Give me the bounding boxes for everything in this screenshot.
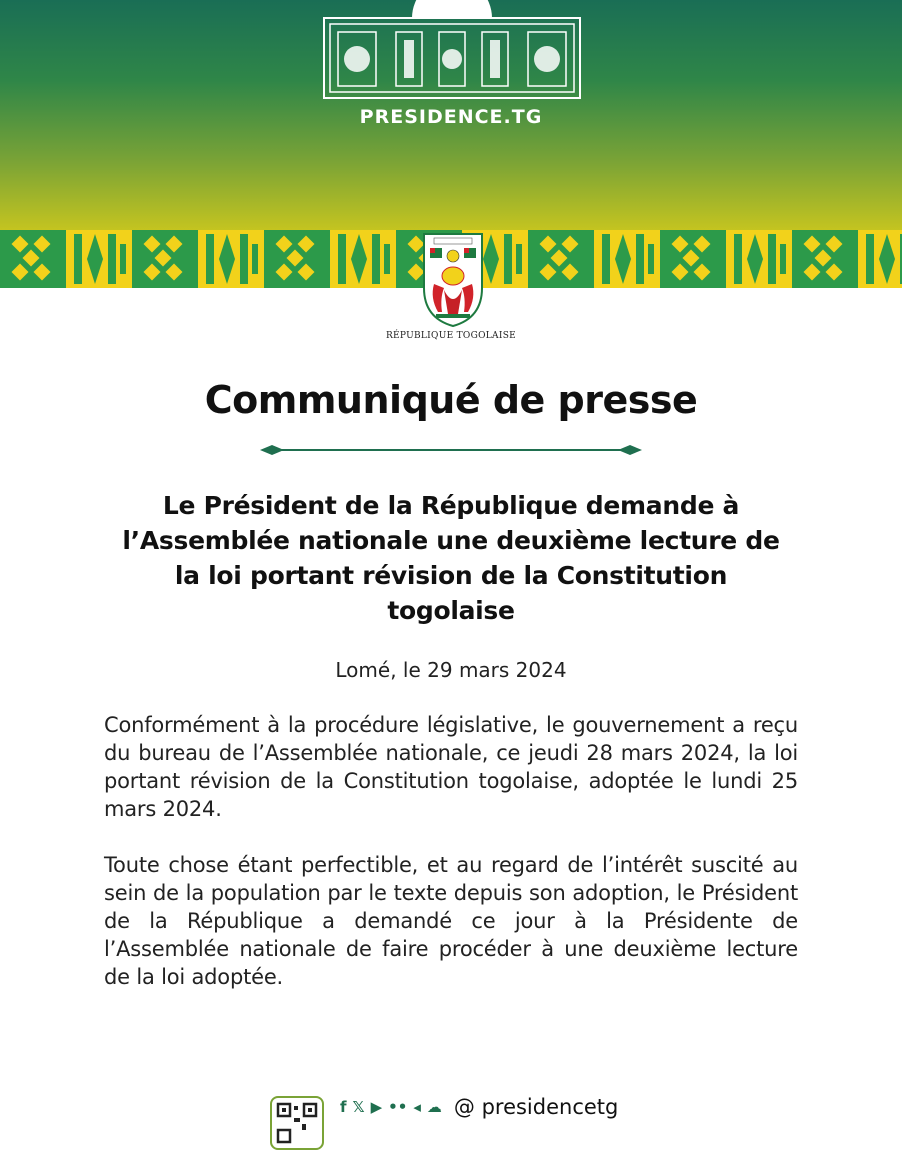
social-handle[interactable]: @ presidencetg: [453, 1095, 619, 1119]
flickr-icon[interactable]: ••: [388, 1098, 408, 1116]
body-paragraph: Conformément à la procédure législative, le gouvernement a reçu du bureau de l’Assemblée nationale, ce jeudi 28 mars 2024, la loi portant révision de la Constitution togolaise, adoptée le lundi 25 mars 2024.: [104, 713, 798, 821]
header-banner: [0, 0, 902, 230]
facebook-icon[interactable]: f: [340, 1098, 347, 1116]
x-icon[interactable]: 𝕏: [352, 1098, 365, 1116]
social-links: [340, 1094, 618, 1120]
dateline: Lomé, le 29 mars 2024: [335, 658, 567, 682]
footer: [0, 1090, 902, 1128]
coat-of-arms-icon: [420, 228, 486, 328]
youtube-icon[interactable]: ▶: [370, 1098, 383, 1116]
soundcloud-icon[interactable]: ☁: [426, 1098, 442, 1116]
site-name: PRESIDENCE.TG: [359, 106, 543, 128]
presidential-palace-icon: [322, 0, 582, 102]
title-divider: [260, 444, 642, 456]
qr-code-icon: [270, 1096, 324, 1150]
telegram-icon[interactable]: ◂: [413, 1098, 421, 1116]
body-paragraph: Toute chose étant perfectible, et au regard de l’intérêt suscité au sein de la population par le texte depuis son adoption, le Président de la République a demandé ce jour à la Présidente de l’Assemblée nationale de faire procéder à une deuxième lecture de la loi adoptée.: [104, 853, 798, 989]
headline: Le Président de la République demande à l’Assemblée nationale une deuxième lecture de la loi portant révision de la Constitution togolaise: [122, 491, 780, 625]
page-title: Communiqué de presse: [204, 378, 698, 422]
emblem-caption: RÉPUBLIQUE TOGOLAISE: [385, 331, 517, 341]
